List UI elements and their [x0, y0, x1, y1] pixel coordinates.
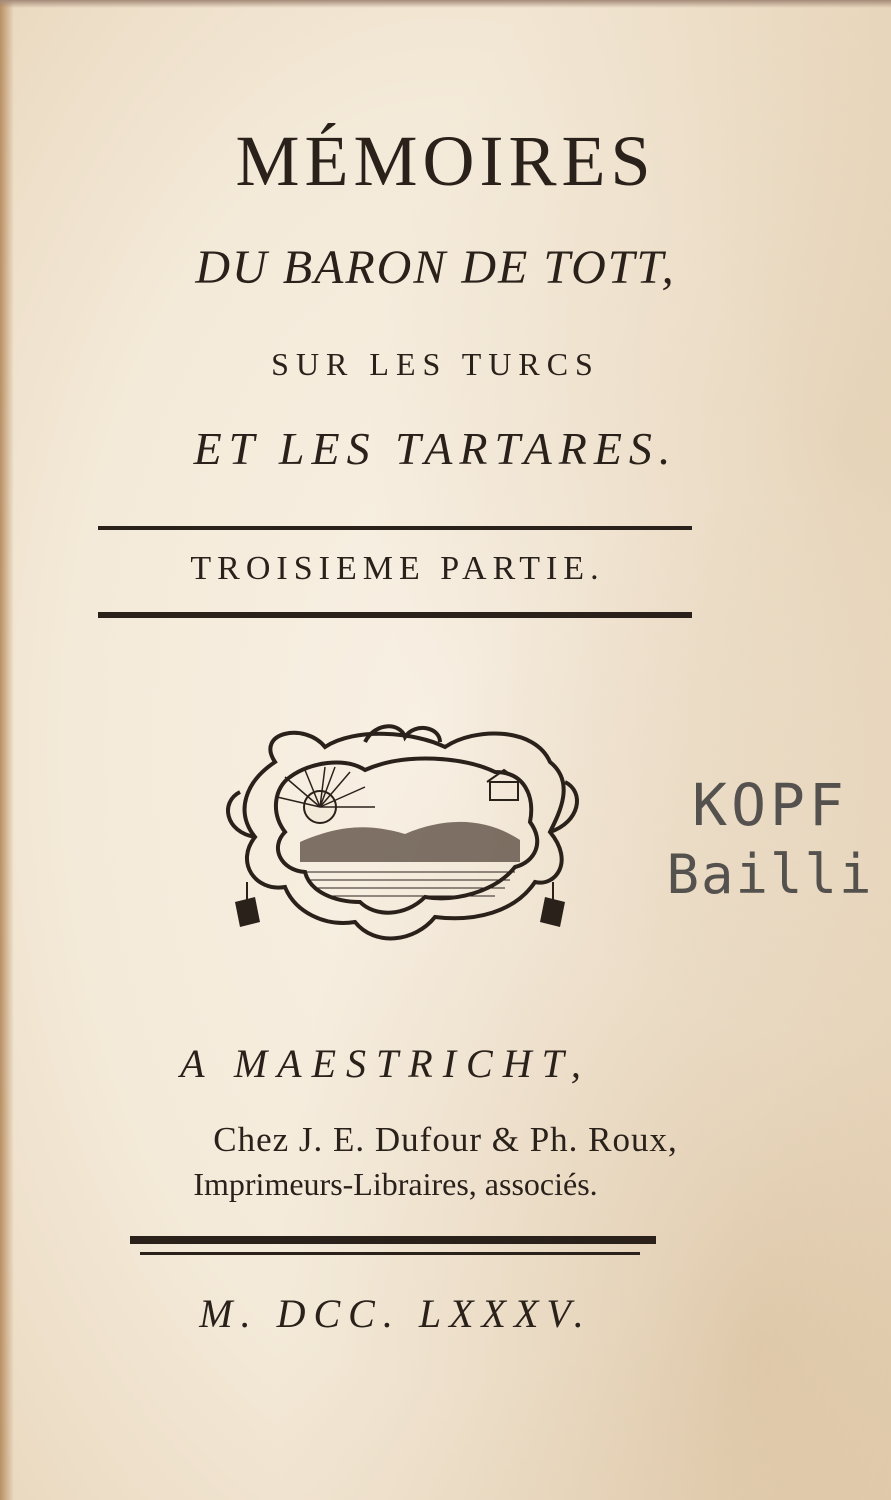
- rule-bottom: [98, 612, 692, 618]
- publisher-line-2: Imprimeurs-Libraires, associés.: [193, 1166, 598, 1202]
- book-title: MÉMOIRES: [235, 121, 656, 201]
- author-line: DU BARON DE TOTT,: [195, 241, 676, 294]
- part-label: TROISIEME PARTIE.: [190, 550, 605, 587]
- publication-date: M. DCC. LXXXV.: [199, 1291, 592, 1336]
- publisher-line-1: Chez J. E. Dufour & Ph. Roux,: [213, 1120, 678, 1159]
- rule-top: [98, 526, 692, 530]
- stamp-line-2: Bailli: [666, 843, 874, 906]
- place-of-publication: A MAESTRICHT,: [180, 1041, 591, 1086]
- subject-line-2: ET LES TARTARES.: [193, 423, 678, 474]
- printers-ornament-icon: [215, 722, 585, 952]
- ownership-stamp: [655, 770, 885, 910]
- page-edge-shadow: [0, 0, 14, 1500]
- rule-thick: [130, 1236, 656, 1244]
- page-top-edge: [0, 0, 891, 8]
- rule-thin: [140, 1252, 640, 1255]
- subject-line-1: SUR LES TURCS: [271, 346, 600, 382]
- stamp-line-1: KOPF: [692, 771, 848, 839]
